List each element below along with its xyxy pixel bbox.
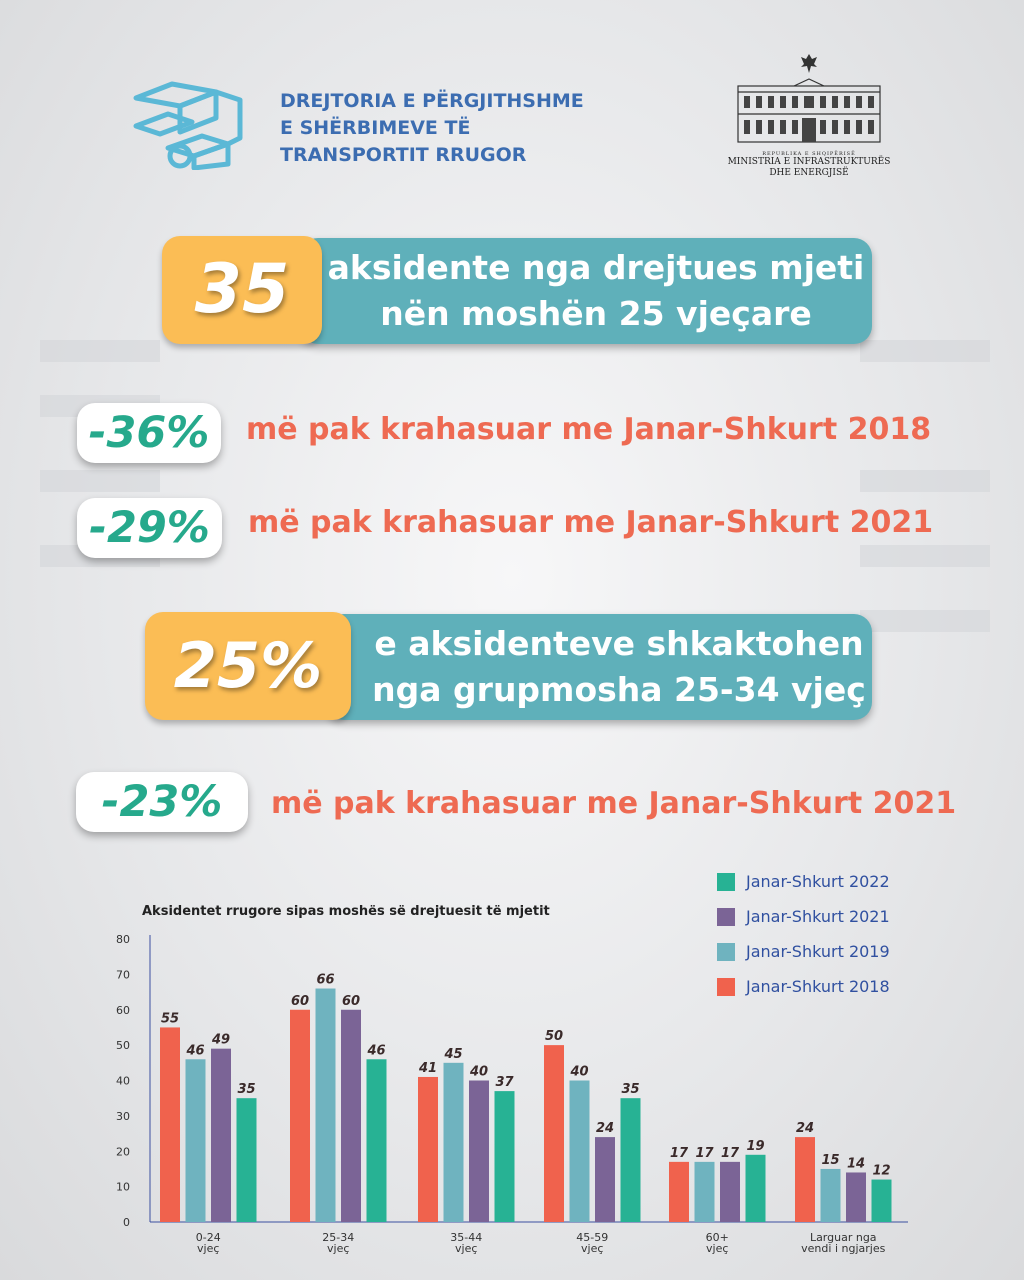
comp2-text: më pak krahasuar me Janar-Shkurt 2021 [248,505,934,540]
stat1-line-1: aksidente nga drejtues mjeti [327,248,865,287]
bar [160,1027,180,1222]
bar [495,1091,515,1222]
comp2-percent: -29% [77,498,222,558]
data-label: 35 [237,1082,256,1098]
data-label: 12 [872,1163,891,1179]
bar [720,1162,740,1222]
data-label: 40 [469,1064,489,1080]
bar [595,1137,615,1222]
comp3-text: më pak krahasuar me Janar-Shkurt 2021 [271,786,957,821]
bar [237,1098,257,1222]
data-label: 37 [495,1075,514,1091]
ministry-logo [722,52,896,179]
stat2-value: 25% [145,612,351,720]
data-label: 41 [418,1060,438,1076]
data-label: 46 [367,1043,386,1059]
comp3-percent: -23% [76,772,248,832]
legend-swatch [717,908,735,926]
data-label: 40 [570,1064,589,1080]
stat1-description [300,238,872,344]
data-label: 35 [621,1082,640,1098]
comp1-text: më pak krahasuar me Janar-Shkurt 2018 [246,412,932,447]
x-tick-label: 0-24 [195,1231,221,1244]
data-label: 45 [444,1046,463,1062]
ministry-line-2: DHE ENERGJISË [769,168,849,178]
y-tick-label: 0 [123,1216,130,1229]
legend-label: Janar-Shkurt 2021 [746,907,890,926]
y-tick-label: 60 [116,1003,130,1017]
bar [290,1010,310,1222]
bar [872,1180,892,1222]
x-tick-label: vjeç [581,1242,604,1255]
bar [669,1162,689,1222]
x-tick-label: vjeç [327,1242,350,1255]
bar [544,1045,564,1222]
data-label: 24 [595,1121,615,1137]
y-tick-label: 10 [116,1180,130,1194]
stat1-line-2: nën moshën 25 vjeçare [380,294,812,333]
eagle-emblem-icon [799,52,819,74]
data-label: 14 [846,1156,866,1172]
y-tick-label: 50 [116,1039,130,1053]
bar [746,1155,766,1222]
legend-swatch [717,873,735,891]
legend-label: Janar-Shkurt 2019 [746,942,890,961]
x-tick-label: 35-44 [450,1231,483,1244]
data-label: 17 [720,1145,740,1161]
org-line-2: E SHËRBIMEVE TË [280,117,471,139]
x-tick-label: 45-59 [576,1231,609,1244]
bar [846,1172,866,1222]
bar [621,1098,641,1222]
bar [211,1049,231,1222]
y-tick-label: 20 [116,1145,130,1159]
bar [795,1137,815,1222]
bar [316,989,336,1222]
stat2-line-1: e aksidenteve shkaktohen [374,624,864,663]
data-label: 60 [341,993,361,1009]
y-tick-label: 80 [116,933,130,946]
legend-label: Janar-Shkurt 2022 [746,872,890,891]
dpshtrr-logo [132,78,248,170]
bar [444,1063,464,1222]
bar [695,1162,715,1222]
data-label: 17 [695,1145,714,1161]
bar [367,1059,387,1222]
bar-chart [100,925,924,1265]
data-label: 19 [746,1138,765,1154]
ministry-line-1: MINISTRIA E INFRASTRUKTURËS [727,157,891,167]
y-tick-label: 40 [116,1074,130,1088]
ministry-republic: REPUBLIKA E SHQIPËRISË [762,151,856,157]
org-line-1: DREJTORIA E PËRGJITHSHME [280,90,584,112]
data-label: 66 [316,972,335,988]
bar [418,1077,438,1222]
y-tick-label: 30 [116,1109,130,1123]
x-tick-label: vjeç [455,1242,478,1255]
data-label: 55 [160,1011,180,1027]
y-tick-label: 70 [116,968,130,982]
legend-label: Janar-Shkurt 2018 [746,977,890,996]
x-tick-label: vjeç [197,1242,220,1255]
stat2-line-2: nga grupmosha 25-34 vjeç [372,670,866,709]
bar [469,1081,489,1223]
x-tick-label: 60+ [705,1231,729,1244]
data-label: 15 [821,1152,840,1168]
bar [821,1169,841,1222]
x-tick-label: Larguar nga [809,1231,877,1244]
data-label: 60 [290,993,310,1009]
comp1-percent: -36% [77,403,221,463]
bar [341,1010,361,1222]
x-tick-label: vjeç [706,1242,729,1255]
x-tick-label: 25-34 [322,1231,355,1244]
bar [570,1081,590,1223]
data-label: 50 [544,1029,564,1045]
chart-title: Aksidentet rrugore sipas moshës së drejtuesit të mjetit [142,904,550,919]
org-name [280,88,584,169]
legend-item [717,864,890,899]
x-tick-label: vendi i ngjarjes [801,1242,886,1255]
stat1-value: 35 [162,236,322,344]
data-label: 24 [795,1121,815,1137]
bar [186,1059,206,1222]
ministry-building-icon [734,78,884,144]
stat2-description [326,614,872,720]
org-line-3: TRANSPORTIT RRUGOR [280,144,527,166]
data-label: 49 [211,1032,231,1048]
data-label: 17 [669,1145,689,1161]
data-label: 46 [186,1043,205,1059]
